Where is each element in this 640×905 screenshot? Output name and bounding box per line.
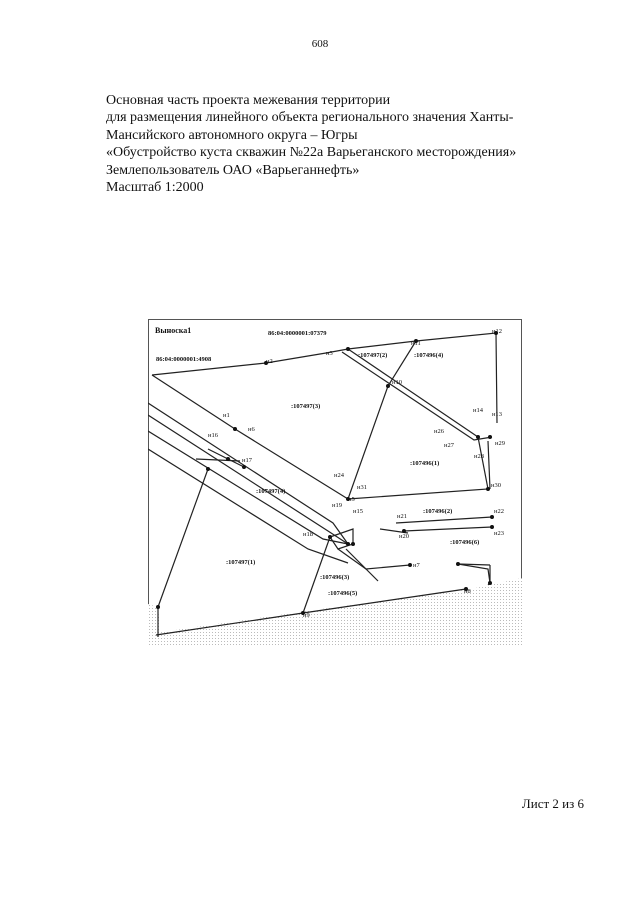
- survey-point: [242, 465, 246, 469]
- survey-point: [346, 347, 350, 351]
- survey-point: [476, 435, 480, 439]
- parcel-label: :107497(2): [358, 352, 388, 359]
- point-label: н11: [411, 340, 421, 347]
- point-label: н7: [413, 562, 420, 569]
- survey-point: [488, 435, 492, 439]
- point-label: н28: [474, 453, 484, 460]
- point-label: н5: [348, 496, 355, 503]
- point-label: н8: [464, 588, 471, 595]
- survey-point: [328, 535, 332, 539]
- point-label: н19: [332, 502, 342, 509]
- point-label: н26: [434, 428, 444, 435]
- point-label: н12: [492, 328, 502, 335]
- point-label: н20: [399, 533, 409, 540]
- survey-point: [206, 467, 210, 471]
- point-label: н24: [334, 472, 344, 479]
- point-label: н23: [494, 530, 504, 537]
- survey-map-drawing: [148, 319, 524, 646]
- point-label: н22: [494, 508, 504, 515]
- inset-label: Выноска1: [155, 326, 192, 335]
- point-label: н13: [492, 411, 502, 418]
- parcel-label: :107497(3): [291, 403, 321, 410]
- survey-point: [156, 605, 160, 609]
- parcel-label: :107496(6): [450, 539, 480, 546]
- parcel-label: :107497(1): [226, 559, 256, 566]
- point-label: н21: [397, 513, 407, 520]
- parcel-label: :107496(3): [320, 574, 350, 581]
- point-label: н6: [248, 426, 255, 433]
- parcel-label: :107496(2): [423, 508, 453, 515]
- cadastral-label: 86:04:0000001:4908: [156, 356, 212, 363]
- sheet-footer: Лист 2 из 6: [521, 796, 584, 811]
- survey-point: [490, 515, 494, 519]
- point-label: н10: [392, 379, 402, 386]
- point-label: н2: [266, 358, 273, 365]
- survey-map: [148, 319, 524, 646]
- header-line: для размещения линейного объекта регионального значения Ханты-: [106, 110, 514, 126]
- survey-point: [486, 487, 490, 491]
- page-number: 608: [311, 38, 329, 50]
- point-label: н16: [208, 432, 218, 439]
- header-line: Основная часть проекта межевания территории: [106, 93, 391, 108]
- point-label: н17: [242, 457, 252, 464]
- survey-point: [346, 542, 350, 546]
- survey-point: [456, 562, 460, 566]
- header-line: Мансийского автономного округа – Югры: [106, 127, 358, 143]
- point-label: н18: [303, 531, 313, 538]
- point-label: н30: [491, 482, 501, 489]
- cadastral-label: 86:04:0000001:07379: [268, 330, 327, 337]
- parcel-label: :107496(5): [328, 590, 358, 597]
- parcel-label: :107496(4): [414, 352, 444, 359]
- point-label: н14: [473, 407, 483, 414]
- survey-point: [351, 542, 355, 546]
- survey-point: [490, 525, 494, 529]
- survey-point: [408, 563, 412, 567]
- parcel-label: :107496(1): [410, 460, 440, 467]
- header-line: Масштаб 1:2000: [106, 180, 204, 196]
- document-header: [106, 92, 576, 196]
- point-label: н9: [303, 612, 310, 619]
- point-label: н15: [353, 508, 363, 515]
- point-label: н3: [326, 350, 333, 357]
- survey-point: [226, 457, 230, 461]
- header-line: Землепользователь ОАО «Варьеганнефть»: [106, 162, 360, 178]
- point-label: н27: [444, 442, 454, 449]
- survey-point: [386, 384, 390, 388]
- survey-point: [233, 427, 237, 431]
- point-label: н31: [357, 484, 367, 491]
- point-label: н1: [223, 412, 230, 419]
- parcel-label: :107497(4): [256, 488, 286, 495]
- point-label: н29: [495, 440, 505, 447]
- header-line: «Обустройство куста скважин №22а Варьеганского месторождения»: [106, 145, 517, 161]
- survey-point: [488, 581, 492, 585]
